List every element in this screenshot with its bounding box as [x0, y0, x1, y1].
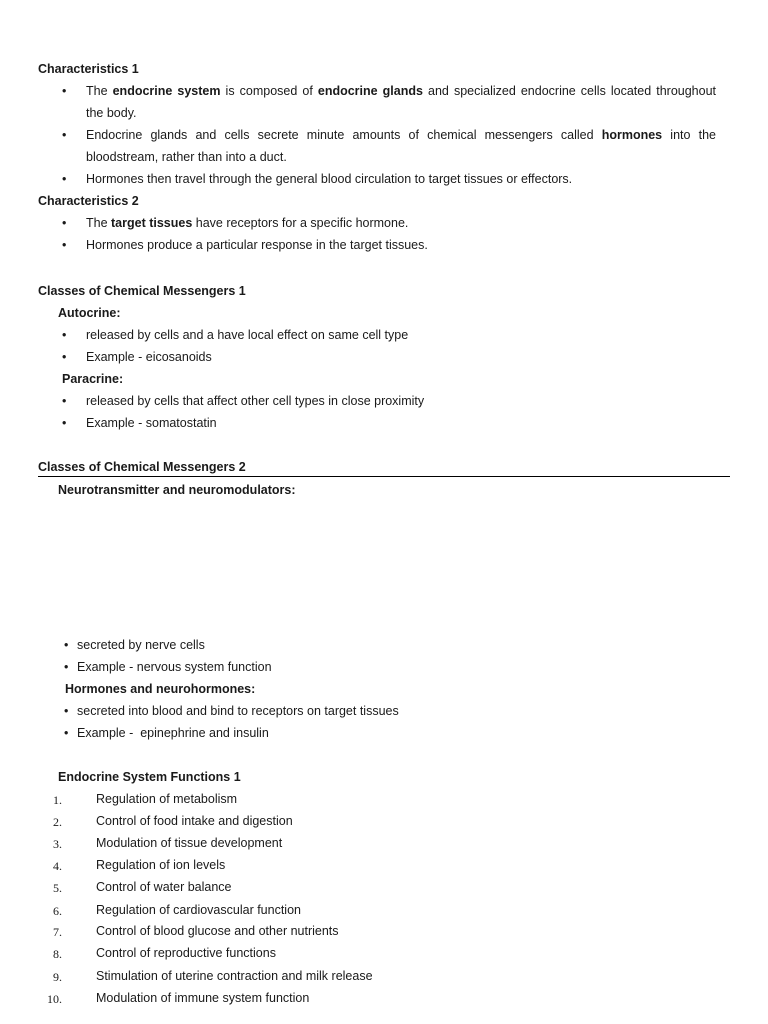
heading-characteristics-1: Characteristics 1 [38, 62, 139, 76]
heading-functions-1: Endocrine System Functions 1 [58, 770, 241, 784]
bullet-icon: • [62, 238, 67, 252]
paracrine-item: released by cells that affect other cell types in close proximity [86, 394, 425, 408]
list-item: Control of food intake and digestion [96, 814, 293, 828]
bullet-icon: • [62, 416, 67, 430]
bullet-icon: • [62, 328, 67, 342]
list-number: 9. [53, 970, 62, 984]
list-number: 1. [53, 793, 62, 807]
char2-item-1: The target tissues have receptors for a specific hormone. [86, 216, 409, 230]
list-number: 10. [47, 992, 62, 1006]
list-item: Control of water balance [96, 880, 232, 894]
list-item: Regulation of ion levels [96, 858, 226, 872]
list-number: 8. [53, 947, 62, 961]
char2-item-2: Hormones produce a particular response in the target tissues. [86, 238, 428, 252]
bullet-icon: • [64, 638, 69, 652]
subheading-neurotransmitter: Neurotransmitter and neuromodulators: [58, 483, 296, 497]
bullet-icon: • [62, 216, 67, 230]
autocrine-item: Example - eicosanoids [86, 350, 212, 364]
bullet-icon: • [62, 350, 67, 364]
bullet-icon: • [62, 394, 67, 408]
list-number: 6. [53, 904, 62, 918]
char1-item-1: The endocrine system is composed of endocrine glands and specialized endocrine cells located throughout the body. [86, 84, 717, 120]
list-item: Control of blood glucose and other nutrients [96, 924, 339, 938]
paracrine-item: Example - somatostatin [86, 416, 217, 430]
bullet-icon: • [62, 128, 67, 142]
subheading-paracrine: Paracrine: [62, 372, 124, 386]
hormone-item: Example - epinephrine and insulin [77, 726, 269, 740]
bullet-icon: • [62, 172, 67, 186]
autocrine-item: released by cells and a have local effect on same cell type [86, 328, 409, 342]
list-number: 5. [53, 881, 62, 895]
list-item: Regulation of cardiovascular function [96, 903, 301, 917]
neuro-item: Example - nervous system function [77, 660, 272, 674]
list-item: Modulation of immune system function [96, 991, 310, 1005]
bullet-icon: • [64, 726, 69, 740]
bullet-icon: • [62, 84, 67, 98]
horizontal-rule [38, 476, 730, 477]
heading-classes-2: Classes of Chemical Messengers 2 [38, 460, 246, 474]
list-item: Control of reproductive functions [96, 946, 276, 960]
list-number: 3. [53, 837, 62, 851]
subheading-hormones: Hormones and neurohormones: [65, 682, 256, 696]
heading-classes-1: Classes of Chemical Messengers 1 [38, 284, 246, 298]
list-number: 2. [53, 815, 62, 829]
char1-item-2: Endocrine glands and cells secrete minute amounts of chemical messengers called hormones into the bloodstream, rather than into a duct. [86, 128, 716, 164]
bullet-icon: • [64, 660, 69, 674]
bullet-icon: • [64, 704, 69, 718]
list-number: 4. [53, 859, 62, 873]
subheading-autocrine: Autocrine: [58, 306, 121, 320]
list-number: 7. [53, 925, 62, 939]
list-item: Regulation of metabolism [96, 792, 238, 806]
char1-item-3: Hormones then travel through the general blood circulation to target tissues or effectors. [86, 172, 573, 186]
neuro-item: secreted by nerve cells [77, 638, 205, 652]
hormone-item: secreted into blood and bind to receptors on target tissues [77, 704, 399, 718]
list-item: Modulation of tissue development [96, 836, 283, 850]
list-item: Stimulation of uterine contraction and milk release [96, 969, 373, 983]
heading-characteristics-2: Characteristics 2 [38, 194, 139, 208]
